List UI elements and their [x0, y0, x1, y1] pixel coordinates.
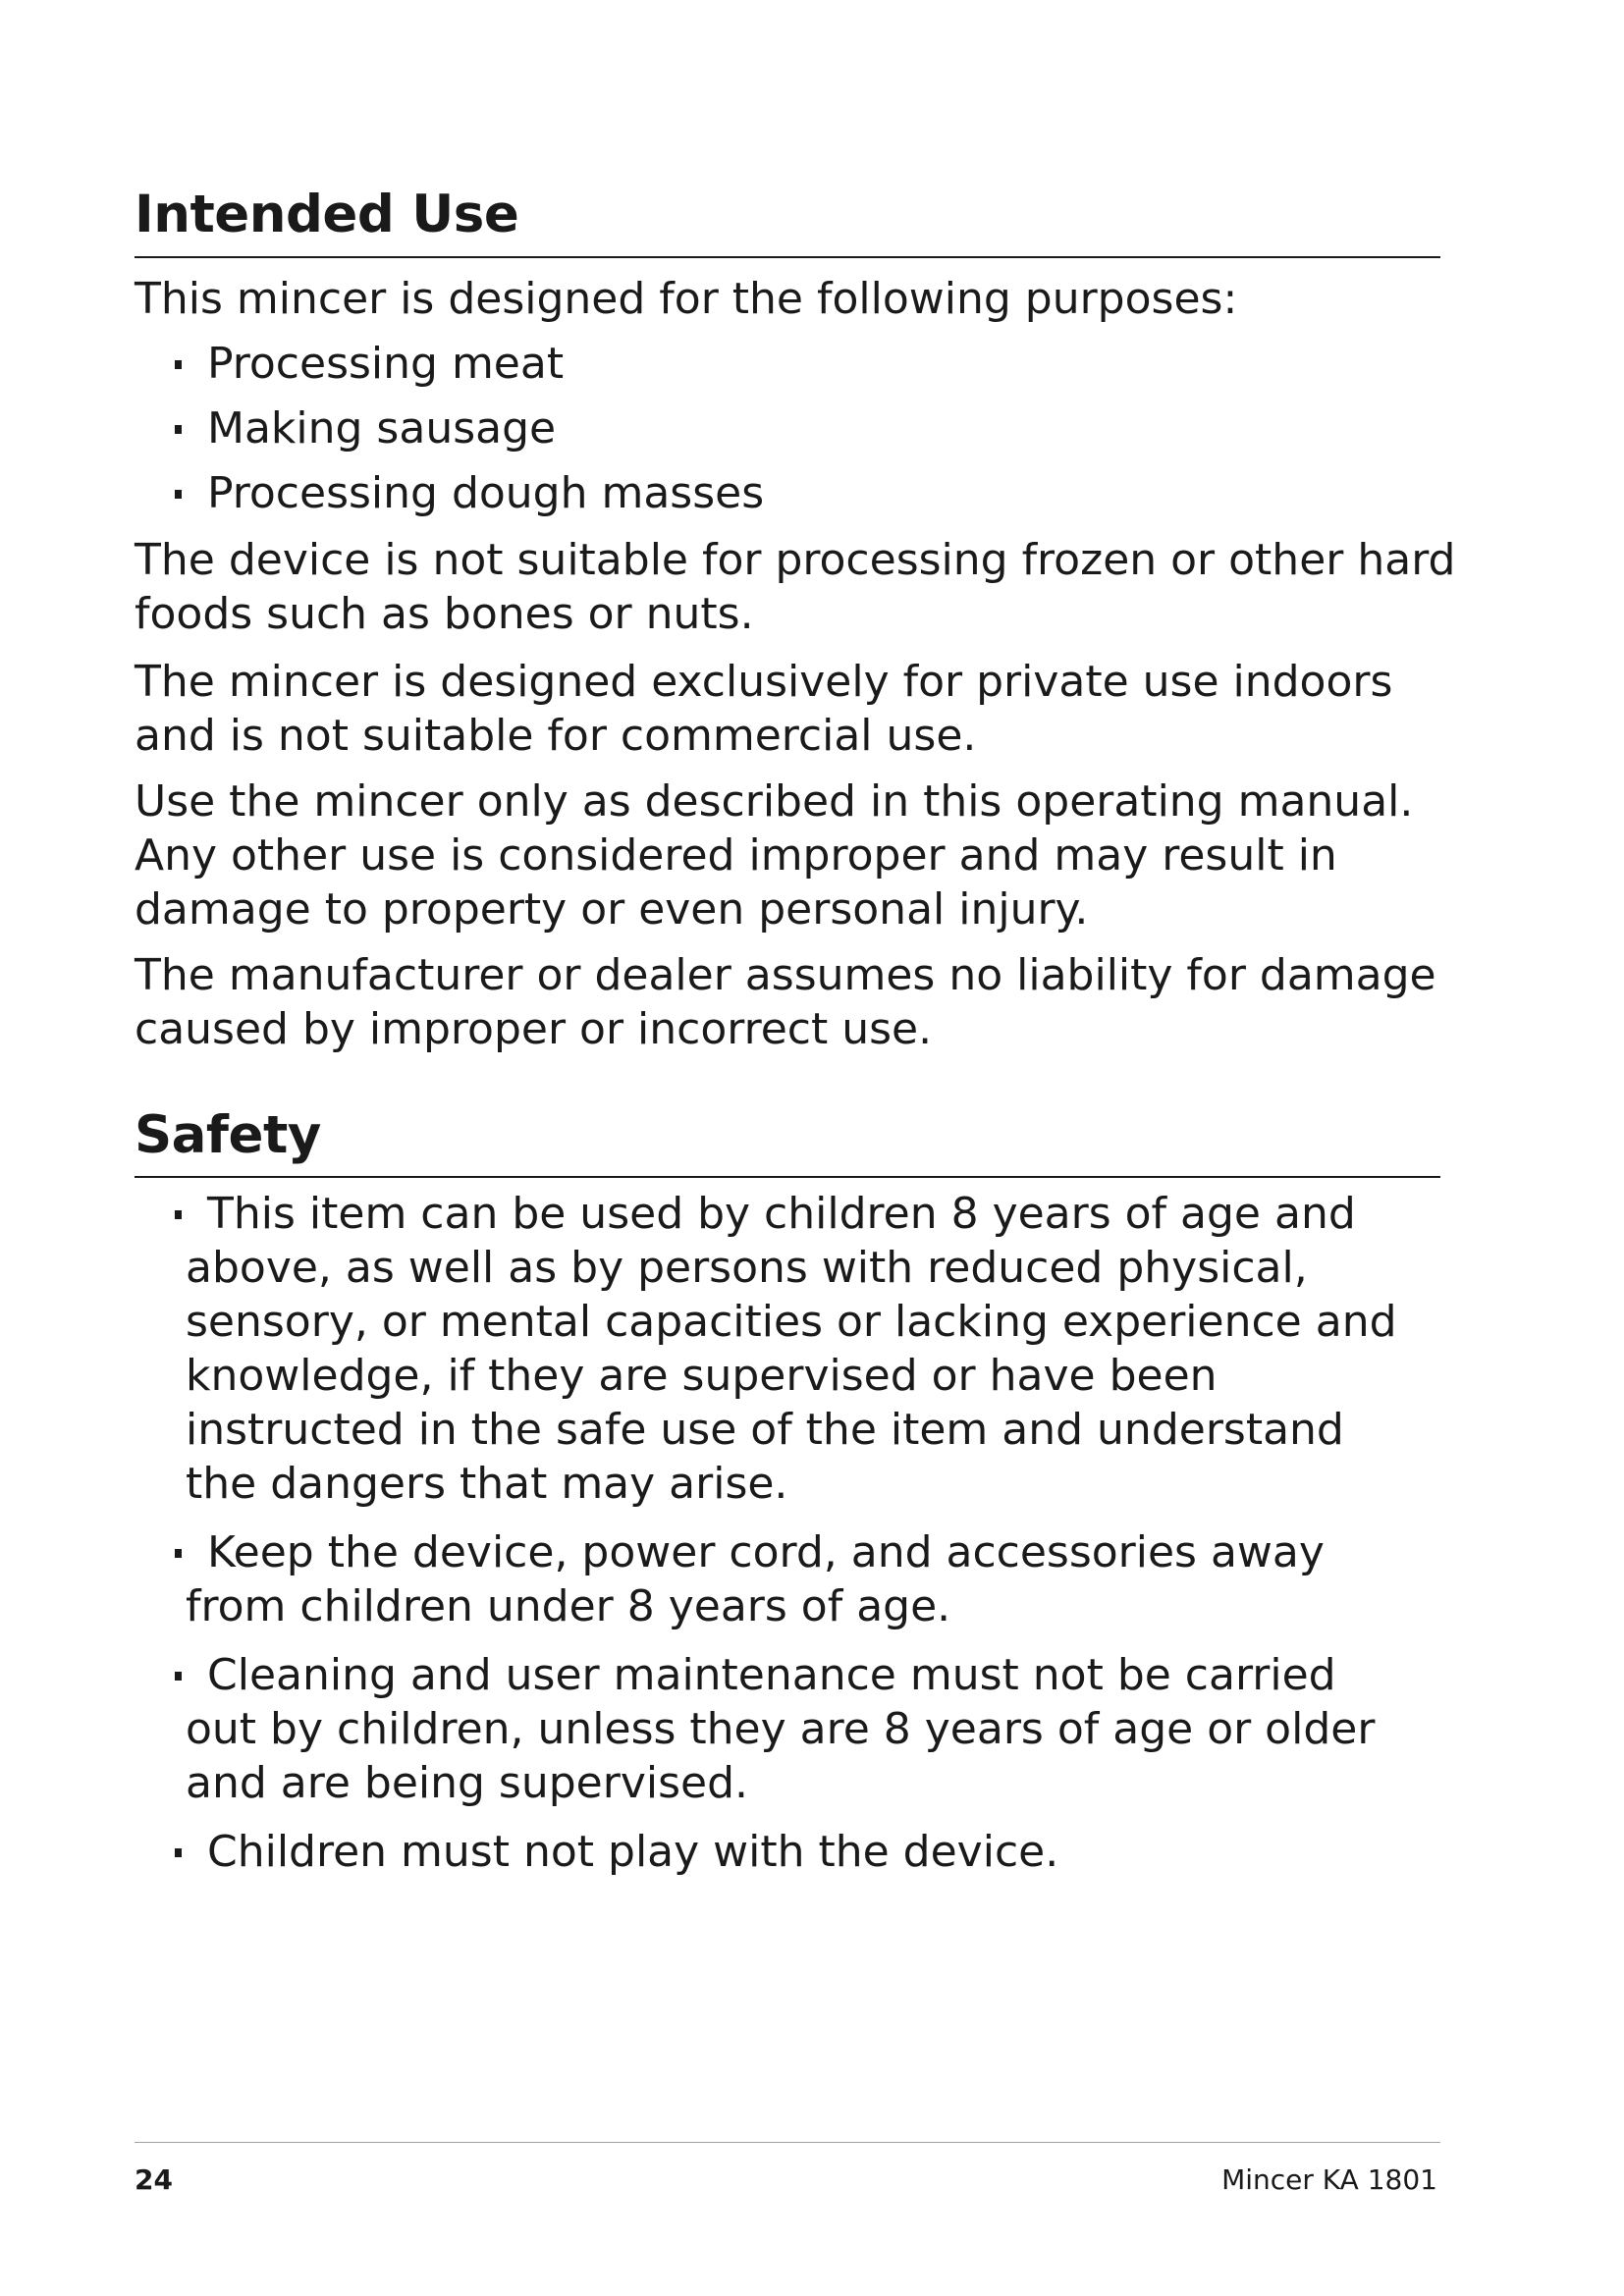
safety-heading: Safety	[135, 1105, 321, 1165]
purpose-text: Processing dough masses	[207, 468, 765, 518]
safety-text: This item can be used by children 8 years of age and above, as well as by persons with reduced physical, sensory, or mental capacities or lacking experience and knowledge, if they are supervised or have been instructed in the safe use of the item and understand the dangers that may arise.	[186, 1189, 1397, 1509]
purposes-list	[135, 337, 1440, 531]
liability-paragraph: The manufacturer or dealer assumes no liability for damage caused by improper or incorrect use.	[135, 950, 1436, 1054]
safety-item	[135, 1525, 1403, 1633]
intended-use-intro: This mincer is designed for the following purposes:	[135, 274, 1238, 324]
safety-list	[135, 1187, 1440, 1894]
purpose-item	[135, 466, 1440, 531]
safety-text: Keep the device, power cord, and accessories away from children under 8 years of age.	[186, 1527, 1325, 1631]
safety-item	[135, 1648, 1403, 1810]
improper-use-paragraph: Use the mincer only as described in this operating manual. Any other use is considered improper and may result in damage to property or even personal injury.	[135, 776, 1414, 934]
not-suitable-paragraph: The device is not suitable for processing frozen or other hard foods such as bones or nuts.	[135, 535, 1456, 639]
bullet-square-icon	[175, 1672, 182, 1681]
bullet-square-icon	[175, 425, 182, 434]
bullet-square-icon	[175, 490, 182, 499]
purpose-text: Processing meat	[207, 339, 565, 389]
bullet-square-icon	[175, 360, 182, 369]
safety-text: Cleaning and user maintenance must not be carried out by children, unless they are 8 years of age or older and are being supervised.	[186, 1650, 1376, 1808]
safety-text: Children must not play with the device.	[207, 1827, 1059, 1877]
bullet-square-icon	[175, 1210, 182, 1219]
safety-heading-rule	[135, 1176, 1440, 1178]
purpose-item	[135, 401, 1440, 466]
purpose-text: Making sausage	[207, 403, 557, 454]
footer-model-name: Mincer KA 1801	[1221, 2163, 1437, 2196]
footer-rule	[135, 2142, 1440, 2143]
private-use-paragraph: The mincer is designed exclusively for private use indoors and is not suitable for commercial use.	[135, 657, 1393, 761]
bullet-square-icon	[175, 1848, 182, 1857]
safety-item	[135, 1825, 1403, 1879]
intended-use-heading: Intended Use	[135, 185, 519, 244]
page-number: 24	[135, 2163, 173, 2196]
safety-item	[135, 1187, 1403, 1511]
manual-page	[135, 0, 1456, 2296]
purpose-item	[135, 337, 1440, 401]
bullet-square-icon	[175, 1549, 182, 1558]
intended-use-heading-rule	[135, 256, 1440, 258]
